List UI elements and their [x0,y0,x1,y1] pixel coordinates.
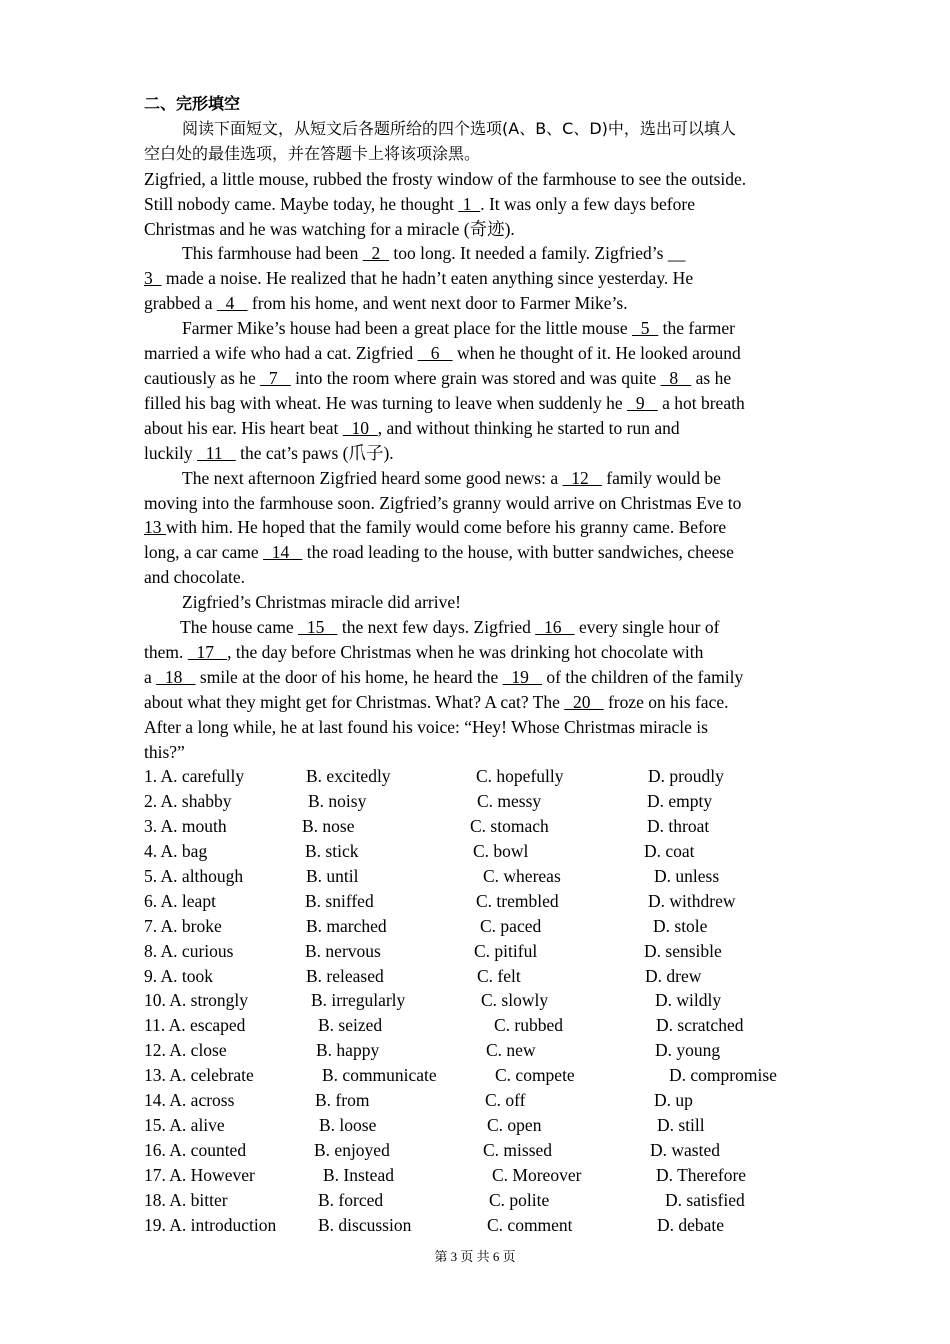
passage-line: married a wife who had a cat. Zigfried 6 when he thought of it. He looked around [144,343,741,364]
blank-19: 19 [502,666,543,687]
blank-11: 11 [196,442,236,463]
passage-line: moving into the farmhouse soon. Zigfried’s granny would arrive on Christmas Eve to [144,492,742,513]
blank-18: 18 [156,666,196,687]
passage-line: and chocolate. [144,567,246,588]
passage-line: Zigfried, a little mouse, rubbed the frosty window of the farmhouse to see the outside. [144,168,747,189]
option-row: 19. A. introduction B. discussion C. comment D. debate [144,1214,725,1235]
option-row: 6. A. leapt B. sniffed C. trembled D. withdrew [144,890,736,911]
passage-line: long, a car came 14 the road leading to the house, with butter sandwiches, cheese [144,542,734,563]
passage-line: a 18 smile at the door of his home, he heard the 19 of the children of the family [144,666,744,687]
blank-17: 17 [187,641,228,662]
option-row: 18. A. bitter B. forced C. polite D. satisfied [144,1189,745,1210]
option-row: 10. A. strongly B. irregularly C. slowly D. wildly [144,990,722,1011]
page-footer: 第 3 页 共 6 页 [434,1249,516,1264]
option-row: 4. A. bag B. stick C. bowl D. coat [144,841,695,862]
blank-10: 10 [342,417,378,438]
blank-20: 20 [564,691,604,712]
passage-line: Farmer Mike’s house had been a great place for the little mouse 5 the farmer [182,318,735,339]
section-title: 二、完形填空 [144,94,241,113]
blank-5: 5 [631,318,659,339]
option-row: 12. A. close B. happy C. new D. young [144,1040,721,1061]
blank-9: 9 [627,392,658,413]
option-row: 11. A. escaped B. seized C. rubbed D. scratched [144,1015,744,1036]
passage-line: them. 17 , the day before Christmas when he was drinking hot chocolate with [144,641,704,662]
option-row: 1. A. carefully B. excitedly C. hopefully D. proudly [144,766,724,787]
option-row: 5. A. although B. until C. whereas D. unless [144,866,720,887]
passage-line: about his ear. His heart beat 10 , and without thinking he started to run and [144,417,680,438]
passage-line: After a long while, he at last found his voice: “Hey! Whose Christmas miracle is [144,716,708,737]
passage-line: filled his bag with wheat. He was turning to leave when suddenly he 9 a hot breath [144,392,745,413]
option-row: 17. A. However B. Instead C. Moreover D. Therefore [144,1164,747,1185]
blank-6: 6 [417,343,453,364]
passage-line: The house came 15 the next few days. Zigfried 16 every single hour of [180,617,720,638]
blank-16: 16 [535,617,575,638]
passage-line: Zigfried’s Christmas miracle did arrive! [182,592,461,613]
blank-2: 2 [362,243,390,264]
blank-4: 4 [216,293,248,314]
blank-13: 13 [144,517,166,538]
passage-line: Christmas and he was watching for a miracle (奇迹). [144,218,515,239]
blank-14: 14 [263,542,303,563]
blank-3: 3 [144,268,162,289]
passage-line: 3 made a noise. He realized that he hadn’t eaten anything since yesterday. He [144,268,694,289]
passage-line: Still nobody came. Maybe today, he thought 1 . It was only a few days before [144,193,695,214]
blank-1: 1 [458,193,481,214]
option-row: 8. A. curious B. nervous C. pitiful D. sensible [144,940,722,961]
option-row: 13. A. celebrate B. communicate C. compete D. compromise [144,1065,777,1086]
passage-line: about what they might get for Christmas. What? A cat? The 20 froze on his face. [144,691,729,712]
option-row: 3. A. mouth B. nose C. stomach D. throat [144,816,710,837]
passage-line: grabbed a 4 from his home, and went next door to Farmer Mike’s. [144,293,628,314]
blank-15: 15 [298,617,338,638]
instructions-line-2: 空白处的最佳选项，并在答题卡上将该项涂黑。 [144,143,481,163]
option-row: 15. A. alive B. loose C. open D. still [144,1114,705,1135]
passage-line: luckily 11 the cat’s paws (爪子). [144,442,394,463]
option-row: 14. A. across B. from C. off D. up [144,1090,693,1111]
passage-line: this?” [144,741,185,762]
option-row: 2. A. shabby B. noisy C. messy D. empty [144,791,713,812]
blank-12: 12 [562,467,602,488]
option-row: 7. A. broke B. marched C. paced D. stole [144,915,708,936]
answer-options [144,764,814,1237]
exam-page [144,92,814,1237]
option-row: 9. A. took B. released C. felt D. drew [144,965,702,986]
blank-7: 7 [260,367,291,388]
instructions-line-1: 阅读下面短文，从短文后各题所给的四个选项(A、B、C、D)中，选出可以填人 [182,118,736,138]
passage-line: cautiously as he 7 into the room where grain was stored and was quite 8 as he [144,367,732,388]
blank-8: 8 [660,367,692,388]
passage-line: The next afternoon Zigfried heard some good news: a 12 family would be [182,467,721,488]
option-row: 16. A. counted B. enjoyed C. missed D. wasted [144,1139,720,1160]
passage-line: This farmhouse had been 2 too long. It needed a family. Zigfried’s __ [182,243,686,264]
passage-line: 13 with him. He hoped that the family would come before his granny came. Before [144,517,727,538]
